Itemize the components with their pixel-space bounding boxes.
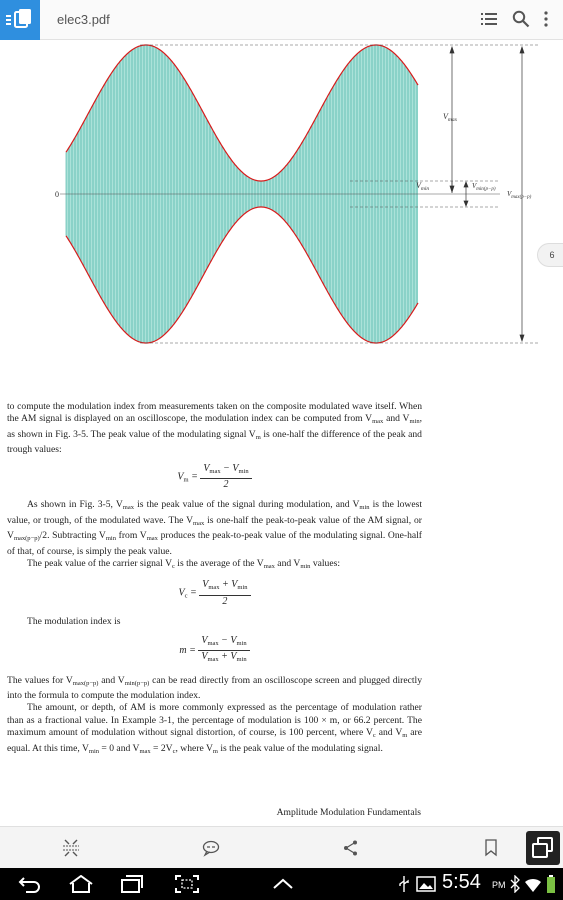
reader-toolbar (0, 826, 563, 868)
back-icon[interactable] (18, 875, 42, 893)
paragraph: The values for $V_{max(p-p)}$ and $V_{min(p-p)}$ can be read directly from an oscilloscope screen and plugged directly into the formula to compute the modulation index. (7, 674, 422, 701)
status-ampm: PM (492, 880, 506, 890)
wifi-icon (524, 875, 542, 893)
status-clock: 5:54 (442, 871, 481, 893)
recent-apps-icon[interactable] (120, 875, 144, 893)
crop-button[interactable] (62, 839, 80, 857)
app-toolbar (0, 0, 563, 40)
usb-icon (398, 875, 410, 893)
pages-icon (532, 837, 554, 859)
outline-button[interactable] (480, 10, 500, 30)
paragraph: to compute the modulation index from measurements taken on the composite modulated wave itself. When the AM signal is displayed on an oscilloscope, the modulation index can be computed from $V_{max}$ and $V_{min}$, as shown in Fig. 3-5. The peak value of the modulating signal $V_m$ is one-half the difference of the peak and trough values: (7, 401, 422, 456)
comment-icon (202, 839, 220, 857)
pdf-page[interactable] (0, 41, 563, 826)
paragraph: The amount, or depth, of AM is more commonly expressed as the percentage of modulation rather than as a fractional value. In Example 3-1, the percentage of modulation is 100 × m, or 66.2 percent. The maximum amount of modulation without signal distortion, of course, is 100 percent, where $V_c$ and $V_m$ are equal. At this time, $V_{min} = 0$ and $V_{max} = 2V_c$, where $V_m$ is the peak value of the modulating signal. (7, 702, 422, 755)
crop-icon (62, 839, 80, 857)
paragraph: The peak value of the carrier signal $V_c$ is the average of the $V_{max}$ and $V_{min}$ values: (27, 558, 341, 571)
screenshot-icon[interactable] (175, 875, 199, 893)
share-button[interactable] (342, 839, 360, 857)
bluetooth-icon (510, 875, 520, 893)
image-notification-icon (416, 875, 436, 893)
vmax-label: $V_{max}$ (443, 112, 458, 123)
more-options-button[interactable] (543, 10, 553, 30)
paragraph: As shown in Fig. 3-5, $V_{max}$ is the peak value of the signal during modulation, and $V_{min}$ is the lowest value, or trough, of the modulated wave. The $V_{max}$ is one-half the peak-to-peak value of the AM signal, or $V_{max(p-p)}/2$. Subtracting $V_{min}$ from $V_{max}$ produces the peak-to-peak value of the modulating signal. One-half of that, of course, is simply the peak value. (7, 499, 423, 557)
document-home-icon (6, 9, 34, 31)
comment-button[interactable] (202, 839, 220, 857)
paragraph: The modulation index is (27, 616, 121, 628)
body-text (7, 401, 422, 758)
outline-list-icon (480, 10, 498, 28)
bookmark-button[interactable] (484, 839, 502, 857)
document-title: elec3.pdf (57, 12, 110, 27)
battery-icon (546, 875, 556, 893)
page-number-indicator[interactable]: 6 (537, 243, 563, 267)
zero-label: 0 (55, 190, 59, 199)
share-icon (342, 839, 360, 857)
vmin-label: $V_{min}$ (416, 181, 430, 192)
running-footer: Amplitude Modulation Fundamentals (276, 807, 421, 818)
equation-vm: $V_m$ = $\frac{V_{max} - V_{min}}{2}$ (7, 463, 422, 492)
equation-m: m = $\frac{V_{max} - V_{min}}{V_{max} + V_{min}}$ (7, 635, 422, 667)
home-icon[interactable] (68, 875, 94, 893)
system-navigation-bar (0, 868, 563, 900)
search-button[interactable] (512, 10, 532, 30)
chevron-up-icon[interactable] (272, 875, 294, 893)
bookmark-icon (484, 839, 498, 857)
vmax-pp-label: $V_{max(p-p)}$ (507, 190, 532, 200)
search-icon (512, 10, 530, 28)
page-view-button[interactable] (526, 831, 560, 865)
home-button[interactable] (0, 0, 40, 40)
vmin-pp-label: $V_{min(p-p)}$ (472, 182, 496, 192)
more-vert-icon (543, 10, 549, 28)
equation-vc: $V_c$ = $\frac{V_{max} + V_{min}}{2}$ (7, 579, 422, 608)
am-waveform-figure (0, 41, 563, 351)
